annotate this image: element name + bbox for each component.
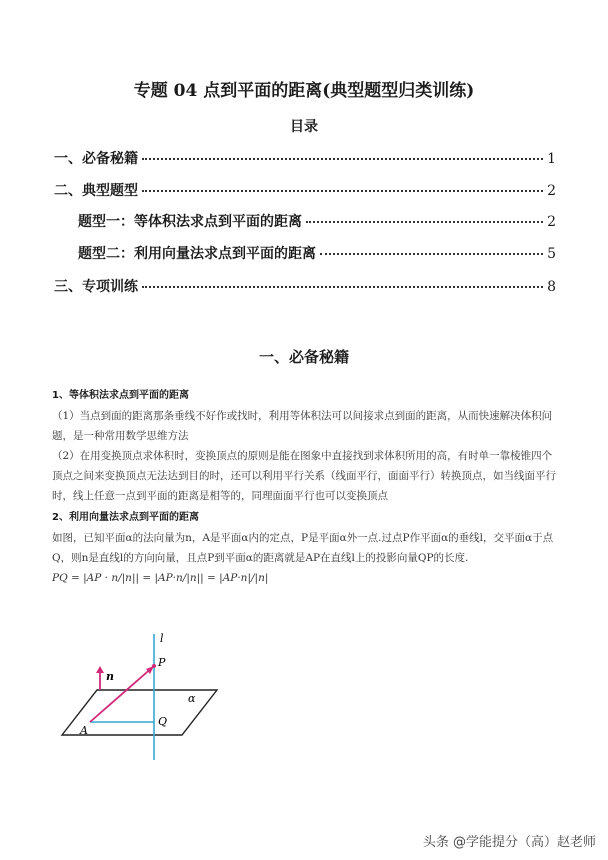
item1-paragraph2: （2）在用变换顶点求体积时，变换顶点的原则是能在图象中直接找到求体积所用的高，有时单一靠棱锥四个顶点之间来变换顶点无法达到目的时，还可以利用平行关系（线面平行，面面平行）转换顶点，如当线面平行时，线上任意一点到平面的距离是相等的，同理面面平行也可以变换顶点 (52, 450, 556, 502)
label-P: P (158, 656, 166, 669)
section-title: 一、必备秘籍 (258, 348, 349, 366)
point-P (152, 664, 156, 668)
toc-heading: 目录 (290, 119, 318, 135)
label-Q: Q (158, 715, 168, 728)
toc-leader (306, 221, 543, 223)
item2-heading: 2、利用向量法求点到平面的距离 (52, 512, 199, 523)
toc-entry-page: 2 (547, 214, 556, 230)
watermark: 头条 @学能提分（高）赵老师 (422, 835, 596, 850)
toc-entry-label: 一、必备秘籍 (54, 151, 138, 167)
toc-entry-page: 2 (547, 183, 556, 199)
toc-entry[interactable] (54, 148, 556, 168)
toc-entry-page: 5 (547, 246, 556, 262)
label-n: n (106, 670, 114, 683)
toc-leader (320, 253, 543, 255)
toc-leader (142, 190, 543, 192)
label-alpha: α (188, 692, 196, 705)
item1-paragraph1: （1）当点到面的距离那条垂线不好作或找时，利用等体积法可以间接求点到面的距离，从而快速解决体积问题，是一种常用数学思维方法 (52, 410, 553, 442)
document-title: 专题 04 点到平面的距离(典型题型归类训练) (133, 81, 475, 101)
toc-entry[interactable] (78, 243, 556, 263)
plane-distance-figure (52, 630, 222, 760)
toc-entry-page: 8 (547, 279, 556, 295)
item1-heading: 1、等体积法求点到平面的距离 (52, 390, 189, 401)
label-l: l (160, 632, 164, 645)
toc-entry-label: 题型一：等体积法求点到平面的距离 (78, 214, 302, 230)
item2-paragraph1: 如图，已知平面α的法向量为n，A是平面α内的定点，P是平面α外一点.过点P作平面α的垂线l，交平面α于点Q，则n是直线l的方向向量，且点P到平面α的距离就是AP在直线l上的投影向量QP的长度. (52, 532, 554, 564)
toc-leader (142, 158, 543, 160)
toc-leader (142, 286, 543, 288)
section-body (52, 386, 558, 588)
label-A: A (80, 724, 88, 737)
toc-entry-label: 三、专项训练 (54, 279, 138, 295)
normal-vector-arrowhead (96, 666, 104, 673)
toc-entry[interactable] (54, 276, 556, 296)
toc-entry-label: 题型二：利用向量法求点到平面的距离 (78, 246, 316, 262)
toc-entry-page: 1 (547, 151, 556, 167)
toc-entry-label: 二、典型题型 (54, 183, 138, 199)
toc-entry[interactable] (78, 211, 556, 231)
toc-entry[interactable] (54, 180, 556, 200)
distance-formula: PQ = |AP · n/|n|| = |AP·n/|n|| = |AP·n|/|n| (52, 572, 269, 584)
